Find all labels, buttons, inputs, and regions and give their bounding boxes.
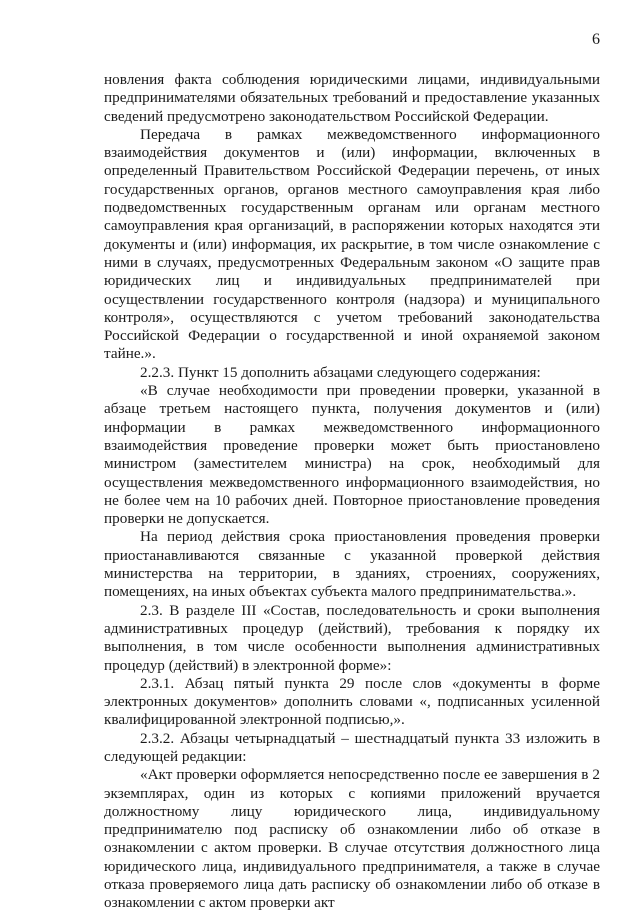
paragraph-2-3-1: 2.3.1. Абзац пятый пункта 29 после слов «документы в форме электронных документов» дополнить словами «, подписанных усиленной квалифицированной электронной подписью,». [104,674,600,729]
document-body [104,71,600,913]
page-number: 6 [592,31,600,48]
paragraph-inspection-act: «Акт проверки оформляется непосредственно после ее завершения в 2 экземплярах, один из которых с копиями приложений вручается должностному лицу юридического лица, индивидуальному предпринимателю под расписку об ознакомлении либо об отказе в ознакомлении с актом проверки. В случае отсутствия должностного лица юридического лица, индивидуального предпринимателя, а также в случае отказа проверяемого лица дать расписку об ознакомлении либо об отказе в ознакомлении с актом проверки акт [104,766,600,912]
paragraph-suspension-period: На период действия срока приостановления проведения проверки приостанавливаются связанные с указанной проверкой действия министерства на территории, в зданиях, строениях, сооружениях, помещениях, на иных объектах субъекта малого предпринимательства.». [104,528,600,601]
paragraph-data-transfer: Передача в рамках межведомственного информационного взаимодействия документов и (или) информации, включенных в определенный Правительством Российской Федерации перечень, от иных государственных органов, органов местного самоуправления края либо подведомственных государственным органам или органам местного самоуправления края организаций, в распоряжении которых находятся эти документы и (или) информация, их раскрытие, в том числе ознакомление с ними в случаях, предусмотренных Федеральным законом «О защите прав юридических лиц и индивидуальных предпринимателей при осуществлении государственного контроля (надзора) и муниципального контроля», осуществляются с учетом требований законодательства Российской Федерации о государственной и иной охраняемой законом тайне.». [104,125,600,363]
paragraph-continuation: новления факта соблюдения юридическими лицами, индивидуальными предпринимателями обязательных требований и предоставление указанных сведений предусмотрено законодательством Российской Федерации. [104,71,600,125]
paragraph-suspension-rule: «В случае необходимости при проведении проверки, указанной в абзаце третьем настоящего пункта, получения документов и (или) информации в рамках межведомственного информационного взаимодействия проведение проверки может быть приостановлено министром (заместителем министра) на срок, необходимый для осуществления межведомственного информационного взаимодействия, но не более чем на 10 рабочих дней. Повторное приостановление проведения проверки не допускается. [104,382,600,528]
paragraph-2-2-3: 2.2.3. Пункт 15 дополнить абзацами следующего содержания: [140,363,541,381]
paragraph-2-3-2: 2.3.2. Абзацы четырнадцатый – шестнадцатый пункта 33 изложить в следующей редакции: [104,729,600,765]
paragraph-2-3: 2.3. В разделе III «Состав, последовательность и сроки выполнения административных процедур (действий), требования к порядку их выполнения, в том числе особенности выполнения административных процедур (действий) в электронной форме»: [104,601,600,674]
